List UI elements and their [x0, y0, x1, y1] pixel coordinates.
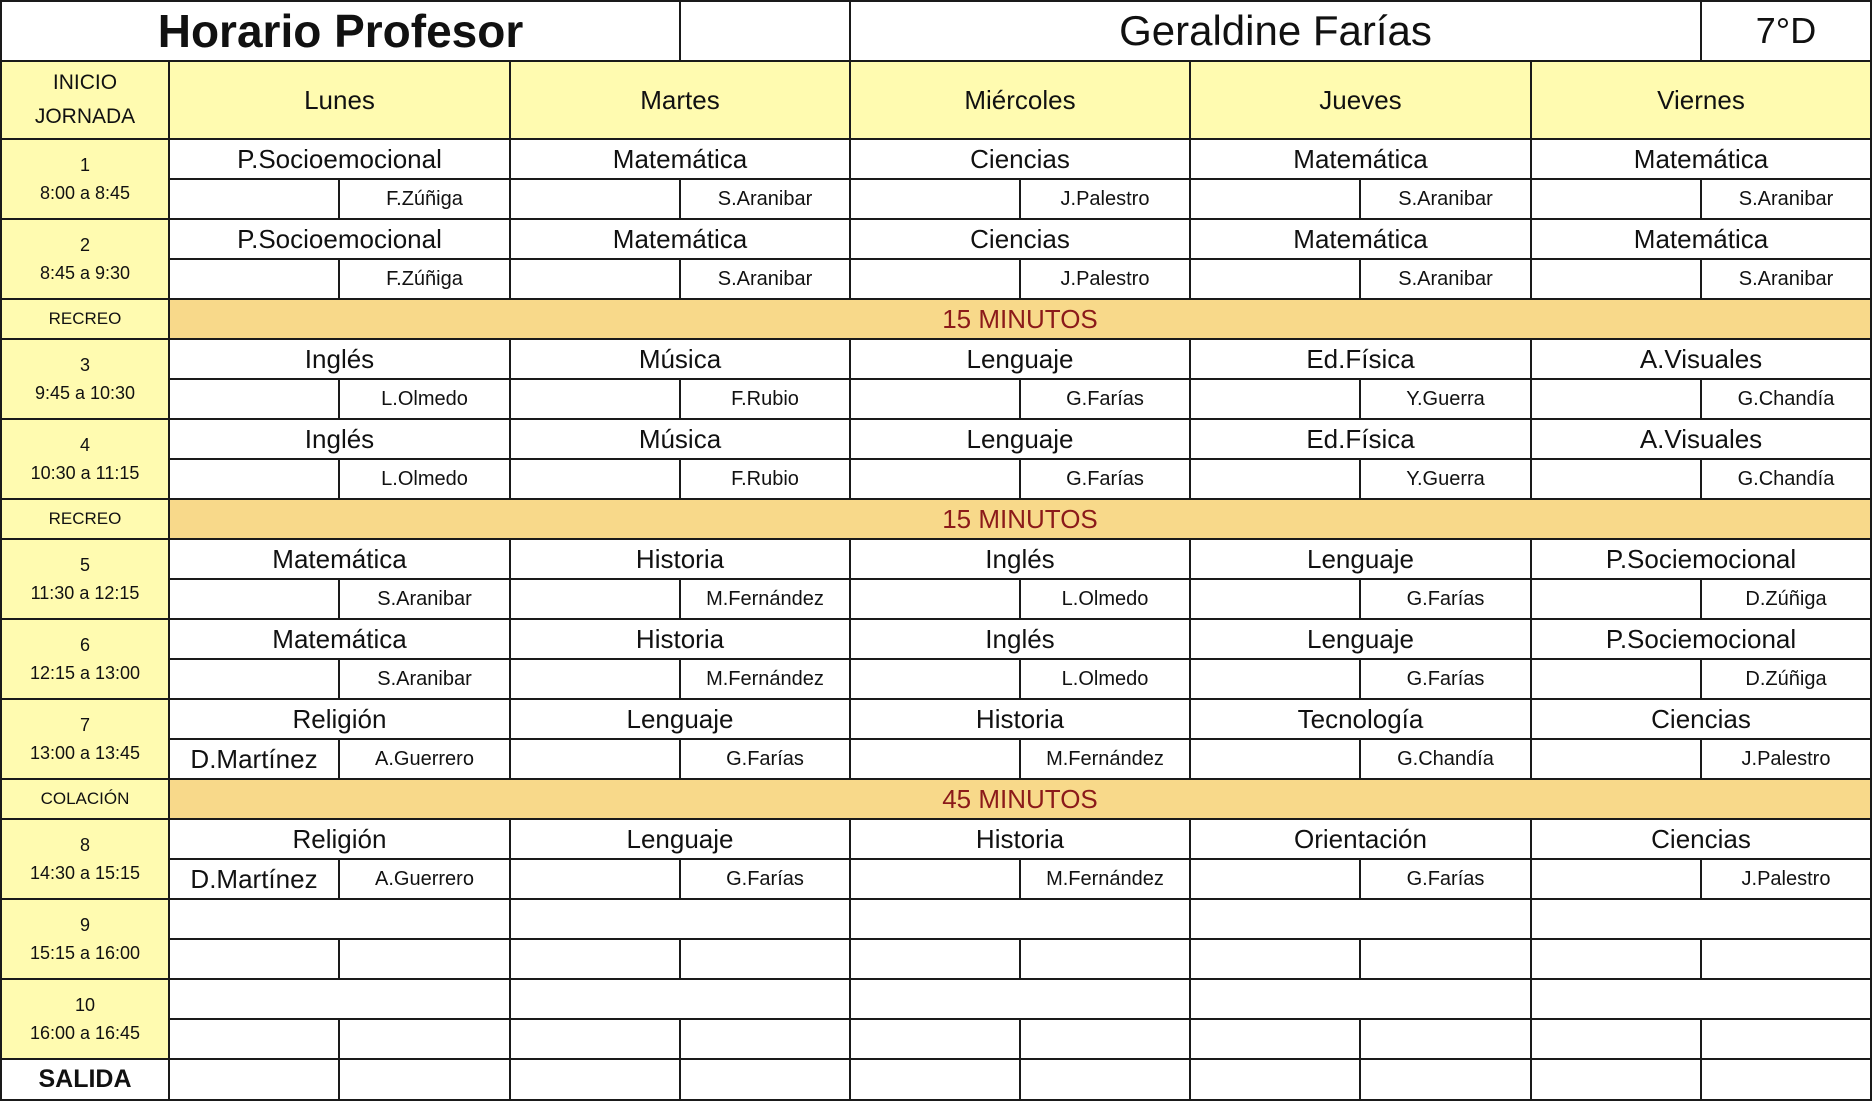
- co-teacher-cell: [1191, 660, 1361, 700]
- block-time: 10:30 a 11:15: [30, 463, 140, 483]
- teacher-cell: F.Rubio: [681, 380, 851, 420]
- block-label-4: [0, 420, 170, 500]
- block-number: 10: [74, 995, 96, 1015]
- block-time: 8:00 a 8:45: [39, 183, 131, 203]
- subject-cell: Matemática: [1191, 220, 1532, 260]
- co-teacher-cell: [170, 180, 340, 220]
- subject-cell: Lenguaje: [1191, 620, 1532, 660]
- co-teacher-cell: [1191, 860, 1361, 900]
- co-teacher-cell: [1532, 260, 1702, 300]
- subject-cell: A.Visuales: [1532, 420, 1872, 460]
- teacher-cell: G.Chandía: [1702, 380, 1872, 420]
- co-teacher-cell: [511, 180, 681, 220]
- teacher-cell: M.Fernández: [1021, 740, 1191, 780]
- teacher-cell: S.Aranibar: [340, 580, 511, 620]
- end-label: SALIDA: [0, 1060, 170, 1101]
- teacher-cell: G.Farías: [681, 860, 851, 900]
- block-number: 2: [79, 235, 90, 255]
- teacher-cell: F.Zúñiga: [340, 180, 511, 220]
- co-teacher-cell: [1532, 580, 1702, 620]
- teacher-cell: M.Fernández: [1021, 860, 1191, 900]
- block-number: 4: [79, 435, 90, 455]
- teacher-cell: S.Aranibar: [1702, 180, 1872, 220]
- co-teacher-cell: [851, 660, 1021, 700]
- block-label-1: [0, 140, 170, 220]
- subject-cell: Matemática: [1532, 220, 1872, 260]
- break-duration: 45 MINUTOS: [170, 780, 1872, 820]
- subject-cell: Ed.Física: [1191, 420, 1532, 460]
- co-teacher-cell: [1191, 460, 1361, 500]
- block-number: 1: [79, 155, 90, 175]
- co-teacher-cell: [1532, 380, 1702, 420]
- subject-cell: Inglés: [851, 540, 1191, 580]
- page-title: Horario Profesor: [0, 0, 681, 62]
- teacher-cell: J.Palestro: [1702, 860, 1872, 900]
- teacher-cell: A.Guerrero: [340, 860, 511, 900]
- co-teacher-cell: [851, 380, 1021, 420]
- subject-cell: [170, 980, 511, 1020]
- end-cell-right: [1021, 1060, 1191, 1101]
- teacher-cell: J.Palestro: [1702, 740, 1872, 780]
- block-label-7: [0, 700, 170, 780]
- co-teacher-cell: [851, 940, 1021, 980]
- block-number: 6: [79, 635, 90, 655]
- co-teacher-cell: [511, 380, 681, 420]
- end-cell-left: [511, 1060, 681, 1101]
- teacher-cell: D.Zúñiga: [1702, 660, 1872, 700]
- day-header-4: Jueves: [1191, 62, 1532, 140]
- block-time: 11:30 a 12:15: [30, 583, 140, 603]
- subject-cell: Lenguaje: [851, 340, 1191, 380]
- block-time: 12:15 a 13:00: [29, 663, 141, 683]
- subject-cell: Inglés: [170, 340, 511, 380]
- co-teacher-cell: [1532, 660, 1702, 700]
- co-teacher-cell: [1191, 1020, 1361, 1060]
- co-teacher-cell: [170, 1020, 340, 1060]
- co-teacher-cell: [511, 860, 681, 900]
- subject-cell: [511, 900, 851, 940]
- teacher-cell: L.Olmedo: [1021, 580, 1191, 620]
- teacher-cell: G.Farías: [1361, 660, 1532, 700]
- start-label-line1: INICIO: [52, 71, 118, 94]
- subject-cell: Historia: [511, 540, 851, 580]
- co-teacher-cell: [170, 580, 340, 620]
- end-cell-right: [681, 1060, 851, 1101]
- co-teacher-cell: [851, 460, 1021, 500]
- teacher-cell: S.Aranibar: [1702, 260, 1872, 300]
- teacher-cell: L.Olmedo: [340, 460, 511, 500]
- block-number: 8: [79, 835, 90, 855]
- subject-cell: Matemática: [1532, 140, 1872, 180]
- co-teacher-cell: [851, 180, 1021, 220]
- block-label-3: [0, 340, 170, 420]
- subject-cell: Matemática: [170, 620, 511, 660]
- title-spacer-cell: [681, 0, 851, 62]
- teacher-cell: G.Farías: [681, 740, 851, 780]
- co-teacher-cell: [170, 660, 340, 700]
- teacher-cell: G.Chandía: [1361, 740, 1532, 780]
- teacher-cell: G.Farías: [1361, 860, 1532, 900]
- co-teacher-cell: [851, 260, 1021, 300]
- teacher-cell: [340, 940, 511, 980]
- subject-cell: [511, 980, 851, 1020]
- subject-cell: [1191, 980, 1532, 1020]
- teacher-cell: F.Zúñiga: [340, 260, 511, 300]
- block-time: 14:30 a 15:15: [29, 863, 141, 883]
- teacher-cell: J.Palestro: [1021, 180, 1191, 220]
- teacher-cell: J.Palestro: [1021, 260, 1191, 300]
- start-label: [0, 62, 170, 140]
- co-teacher-cell: [851, 860, 1021, 900]
- subject-cell: Inglés: [851, 620, 1191, 660]
- teacher-cell: G.Farías: [1361, 580, 1532, 620]
- subject-cell: Matemática: [1191, 140, 1532, 180]
- block-number: 7: [79, 715, 90, 735]
- subject-cell: [170, 900, 511, 940]
- teacher-cell: F.Rubio: [681, 460, 851, 500]
- subject-cell: Ciencias: [851, 140, 1191, 180]
- day-header-3: Miércoles: [851, 62, 1191, 140]
- block-label-8: [0, 820, 170, 900]
- subject-cell: A.Visuales: [1532, 340, 1872, 380]
- co-teacher-cell: [511, 460, 681, 500]
- break-label: RECREO: [0, 500, 170, 540]
- subject-cell: Matemática: [511, 140, 851, 180]
- teacher-cell: [681, 940, 851, 980]
- subject-cell: Ciencias: [1532, 820, 1872, 860]
- subject-cell: Religión: [170, 820, 511, 860]
- block-label-2: [0, 220, 170, 300]
- teacher-cell: A.Guerrero: [340, 740, 511, 780]
- teacher-cell: S.Aranibar: [1361, 180, 1532, 220]
- block-number: 5: [79, 555, 90, 575]
- teacher-cell: [1702, 1020, 1872, 1060]
- teacher-cell: G.Farías: [1021, 380, 1191, 420]
- block-label-6: [0, 620, 170, 700]
- teacher-cell: S.Aranibar: [340, 660, 511, 700]
- co-teacher-cell: [1191, 740, 1361, 780]
- block-label-5: [0, 540, 170, 620]
- teacher-cell: [1021, 940, 1191, 980]
- break-duration: 15 MINUTOS: [170, 300, 1872, 340]
- subject-cell: P.Socioemocional: [170, 140, 511, 180]
- co-teacher-cell: [511, 1020, 681, 1060]
- co-teacher-cell: [851, 580, 1021, 620]
- block-label-9: [0, 900, 170, 980]
- subject-cell: [851, 900, 1191, 940]
- subject-cell: Lenguaje: [511, 700, 851, 740]
- start-label-line2: JORNADA: [34, 105, 136, 128]
- teacher-cell: M.Fernández: [681, 660, 851, 700]
- break-label: COLACIÓN: [0, 780, 170, 820]
- subject-cell: P.Sociemocional: [1532, 620, 1872, 660]
- teacher-cell: [1361, 940, 1532, 980]
- block-time: 8:45 a 9:30: [39, 263, 131, 283]
- co-teacher-cell: D.Martínez: [170, 740, 340, 780]
- co-teacher-cell: [170, 380, 340, 420]
- co-teacher-cell: [1191, 940, 1361, 980]
- day-header-1: Lunes: [170, 62, 511, 140]
- subject-cell: Música: [511, 340, 851, 380]
- block-number: 9: [79, 915, 90, 935]
- subject-cell: [1191, 900, 1532, 940]
- subject-cell: [851, 980, 1191, 1020]
- co-teacher-cell: [511, 940, 681, 980]
- teacher-cell: S.Aranibar: [681, 260, 851, 300]
- end-cell-right: [1361, 1060, 1532, 1101]
- co-teacher-cell: [1191, 260, 1361, 300]
- co-teacher-cell: [511, 740, 681, 780]
- subject-cell: P.Socioemocional: [170, 220, 511, 260]
- grade-label: 7°D: [1702, 0, 1872, 62]
- teacher-cell: G.Farías: [1021, 460, 1191, 500]
- subject-cell: P.Sociemocional: [1532, 540, 1872, 580]
- teacher-cell: [1021, 1020, 1191, 1060]
- block-label-10: [0, 980, 170, 1060]
- subject-cell: Tecnología: [1191, 700, 1532, 740]
- co-teacher-cell: [1532, 860, 1702, 900]
- teacher-cell: [1702, 940, 1872, 980]
- teacher-cell: [1361, 1020, 1532, 1060]
- subject-cell: Matemática: [170, 540, 511, 580]
- co-teacher-cell: [851, 1020, 1021, 1060]
- end-cell-left: [1191, 1060, 1361, 1101]
- break-duration: 15 MINUTOS: [170, 500, 1872, 540]
- end-cell-left: [851, 1060, 1021, 1101]
- subject-cell: Orientación: [1191, 820, 1532, 860]
- subject-cell: Ed.Física: [1191, 340, 1532, 380]
- co-teacher-cell: [1191, 180, 1361, 220]
- co-teacher-cell: [511, 260, 681, 300]
- co-teacher-cell: [170, 940, 340, 980]
- co-teacher-cell: [1532, 180, 1702, 220]
- day-header-5: Viernes: [1532, 62, 1872, 140]
- co-teacher-cell: [1191, 580, 1361, 620]
- subject-cell: Historia: [851, 820, 1191, 860]
- block-time: 16:00 a 16:45: [29, 1023, 141, 1043]
- subject-cell: Religión: [170, 700, 511, 740]
- end-cell-right: [340, 1060, 511, 1101]
- subject-cell: Música: [511, 420, 851, 460]
- subject-cell: Ciencias: [1532, 700, 1872, 740]
- co-teacher-cell: [1532, 940, 1702, 980]
- end-cell-right: [1702, 1060, 1872, 1101]
- block-number: 3: [79, 355, 90, 375]
- end-cell-left: [170, 1060, 340, 1101]
- teacher-cell: D.Zúñiga: [1702, 580, 1872, 620]
- subject-cell: [1532, 980, 1872, 1020]
- co-teacher-cell: D.Martínez: [170, 860, 340, 900]
- subject-cell: Inglés: [170, 420, 511, 460]
- teacher-cell: S.Aranibar: [1361, 260, 1532, 300]
- teacher-cell: L.Olmedo: [340, 380, 511, 420]
- teacher-cell: [681, 1020, 851, 1060]
- teacher-cell: L.Olmedo: [1021, 660, 1191, 700]
- teacher-cell: Y.Guerra: [1361, 380, 1532, 420]
- subject-cell: Matemática: [511, 220, 851, 260]
- teacher-cell: [340, 1020, 511, 1060]
- block-time: 13:00 a 13:45: [29, 743, 141, 763]
- co-teacher-cell: [511, 660, 681, 700]
- subject-cell: [1532, 900, 1872, 940]
- subject-cell: Historia: [511, 620, 851, 660]
- break-label: RECREO: [0, 300, 170, 340]
- teacher-cell: Y.Guerra: [1361, 460, 1532, 500]
- subject-cell: Lenguaje: [1191, 540, 1532, 580]
- co-teacher-cell: [1532, 740, 1702, 780]
- co-teacher-cell: [851, 740, 1021, 780]
- subject-cell: Lenguaje: [511, 820, 851, 860]
- co-teacher-cell: [511, 580, 681, 620]
- block-time: 15:15 a 16:00: [29, 943, 141, 963]
- co-teacher-cell: [1532, 460, 1702, 500]
- block-time: 9:45 a 10:30: [34, 383, 136, 403]
- teacher-cell: G.Chandía: [1702, 460, 1872, 500]
- teacher-cell: S.Aranibar: [681, 180, 851, 220]
- teacher-cell: M.Fernández: [681, 580, 851, 620]
- day-header-2: Martes: [511, 62, 851, 140]
- co-teacher-cell: [170, 260, 340, 300]
- co-teacher-cell: [1532, 1020, 1702, 1060]
- end-cell-left: [1532, 1060, 1702, 1101]
- co-teacher-cell: [1191, 380, 1361, 420]
- subject-cell: Lenguaje: [851, 420, 1191, 460]
- subject-cell: Ciencias: [851, 220, 1191, 260]
- co-teacher-cell: [170, 460, 340, 500]
- subject-cell: Historia: [851, 700, 1191, 740]
- teacher-name: Geraldine Farías: [851, 0, 1702, 62]
